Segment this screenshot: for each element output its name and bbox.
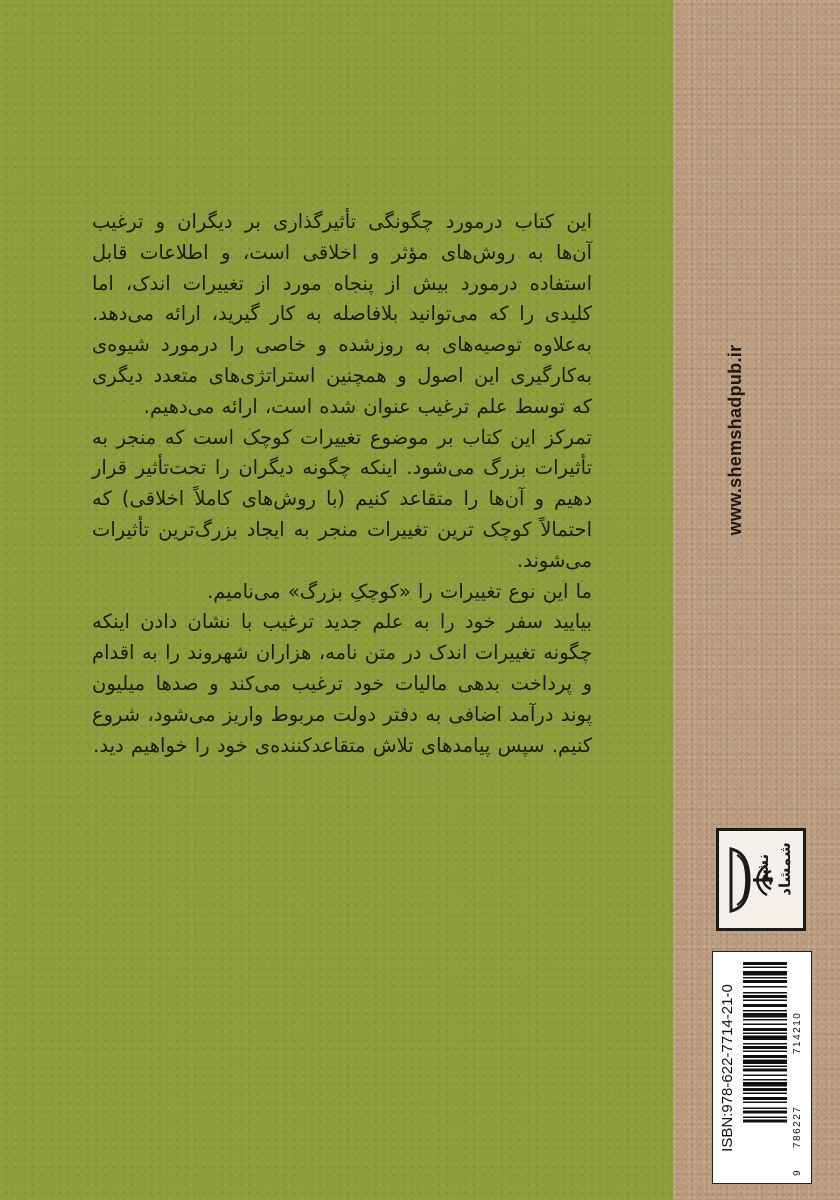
barcode-bar — [743, 967, 787, 969]
barcode-bar — [743, 1082, 787, 1087]
barcode-bar — [743, 1013, 787, 1018]
barcode-bar — [743, 1066, 787, 1068]
barcode-bar — [743, 980, 787, 983]
barcode-bar — [743, 1117, 787, 1119]
barcode-bar — [743, 1051, 787, 1053]
isbn-number: ISBN:978-622-7714-21-0 — [719, 984, 736, 1152]
barcode-bar — [743, 1075, 787, 1077]
blurb-text — [92, 207, 592, 761]
publisher-website: www.shemshadpub.ir — [725, 344, 745, 536]
barcode-bar — [743, 995, 787, 998]
barcode-bar — [743, 1055, 787, 1058]
barcode-bar — [743, 1102, 787, 1104]
barcode-bar — [743, 1000, 787, 1002]
barcode-bar — [743, 1036, 787, 1041]
barcode-bar — [743, 1043, 787, 1045]
barcode-digit-group-1: 786227 — [792, 1105, 803, 1148]
barcode-bar — [743, 986, 787, 988]
barcode-bar — [743, 1060, 787, 1065]
barcode-digit-group-2: 714210 — [792, 1011, 803, 1054]
barcode-digits — [790, 960, 806, 1176]
barcode-bar — [743, 1108, 787, 1110]
blurb-paragraph-1: این کتاب درمورد چگونگی تأثیرگذاری بر دیگران و ترغیب آن‌ها به روش‌های مؤثر و اخلاقی است، و اطلاعات قابل استفاده درمورد بیش از پنجاه مورد از تغییرات اندک، اما کلیدی را که می‌توانید بلافاصله به کار گیرید، ارائه می‌دهد. به‌علاوه توصیه‌های به روزشده و خاصی را درمورد شیوه‌ی به‌کارگیری این اصول و همچنین استراتژی‌های متعدد دیگری که توسط علم ترغیب عنوان شده است، ارائه می‌دهیم. — [92, 210, 592, 418]
barcode-bars — [743, 960, 787, 1176]
barcode-bar — [743, 971, 787, 976]
barcode-bar — [743, 1028, 787, 1031]
barcode-bar — [743, 1019, 787, 1021]
barcode-bar — [743, 1120, 787, 1123]
blurb-paragraph-4: بیایید سفر خود را به علم جدید ترغیب با نشان دادن اینکه چگونه تغییرات اندک در متن نامه، هزاران شهروند را به اقدام و پرداخت بدهی مالیات خود ترغیب می‌کند و صدها میلیون پوند درآمد اضافی به دفتر دولت مربوط واریز می‌شود، شروع کنیم. سپس پیامدهای تلاش متقاعدکننده‌ی خود را خواهیم دید. — [92, 610, 592, 757]
barcode-bar — [743, 1046, 787, 1049]
blurb-paragraph-2: تمرکز این کتاب بر موضوع تغییرات کوچک است که منجر به تأثیرات بزرگ می‌شود. اینکه چگونه دیگران را تحت‌تأثیر قرار دهیم و آن‌ها را متقاعد کنیم (با روش‌های کاملاً اخلاقی) که احتمالاً کوچک ترین تغییرات منجر به ایجاد بزرگ‌ترین تأثیرات می‌شوند. — [92, 425, 592, 572]
barcode-digit-first: 9 — [792, 1170, 803, 1176]
barcode-bar — [743, 962, 787, 965]
barcode-bar — [743, 1097, 787, 1100]
publisher-logo-text: نشر شمشاد — [754, 842, 794, 896]
barcode-bar — [743, 977, 787, 979]
barcode-bar — [743, 1004, 787, 1007]
barcode-bar — [743, 992, 787, 994]
publisher-logo — [716, 828, 806, 931]
barcode-bar — [743, 1088, 787, 1091]
barcode-bar — [743, 1093, 787, 1095]
barcode-bar — [743, 1079, 787, 1081]
barcode-bar — [743, 1033, 787, 1035]
barcode-bar — [743, 1010, 787, 1012]
blurb-paragraph-3: ما این نوع تغییرات را «کوچکِ بزرگ» می‌نامیم. — [207, 579, 592, 603]
barcode-bar — [743, 1024, 787, 1026]
barcode-bar — [743, 1111, 787, 1114]
isbn-barcode — [712, 951, 812, 1184]
barcode-bar — [743, 1069, 787, 1072]
